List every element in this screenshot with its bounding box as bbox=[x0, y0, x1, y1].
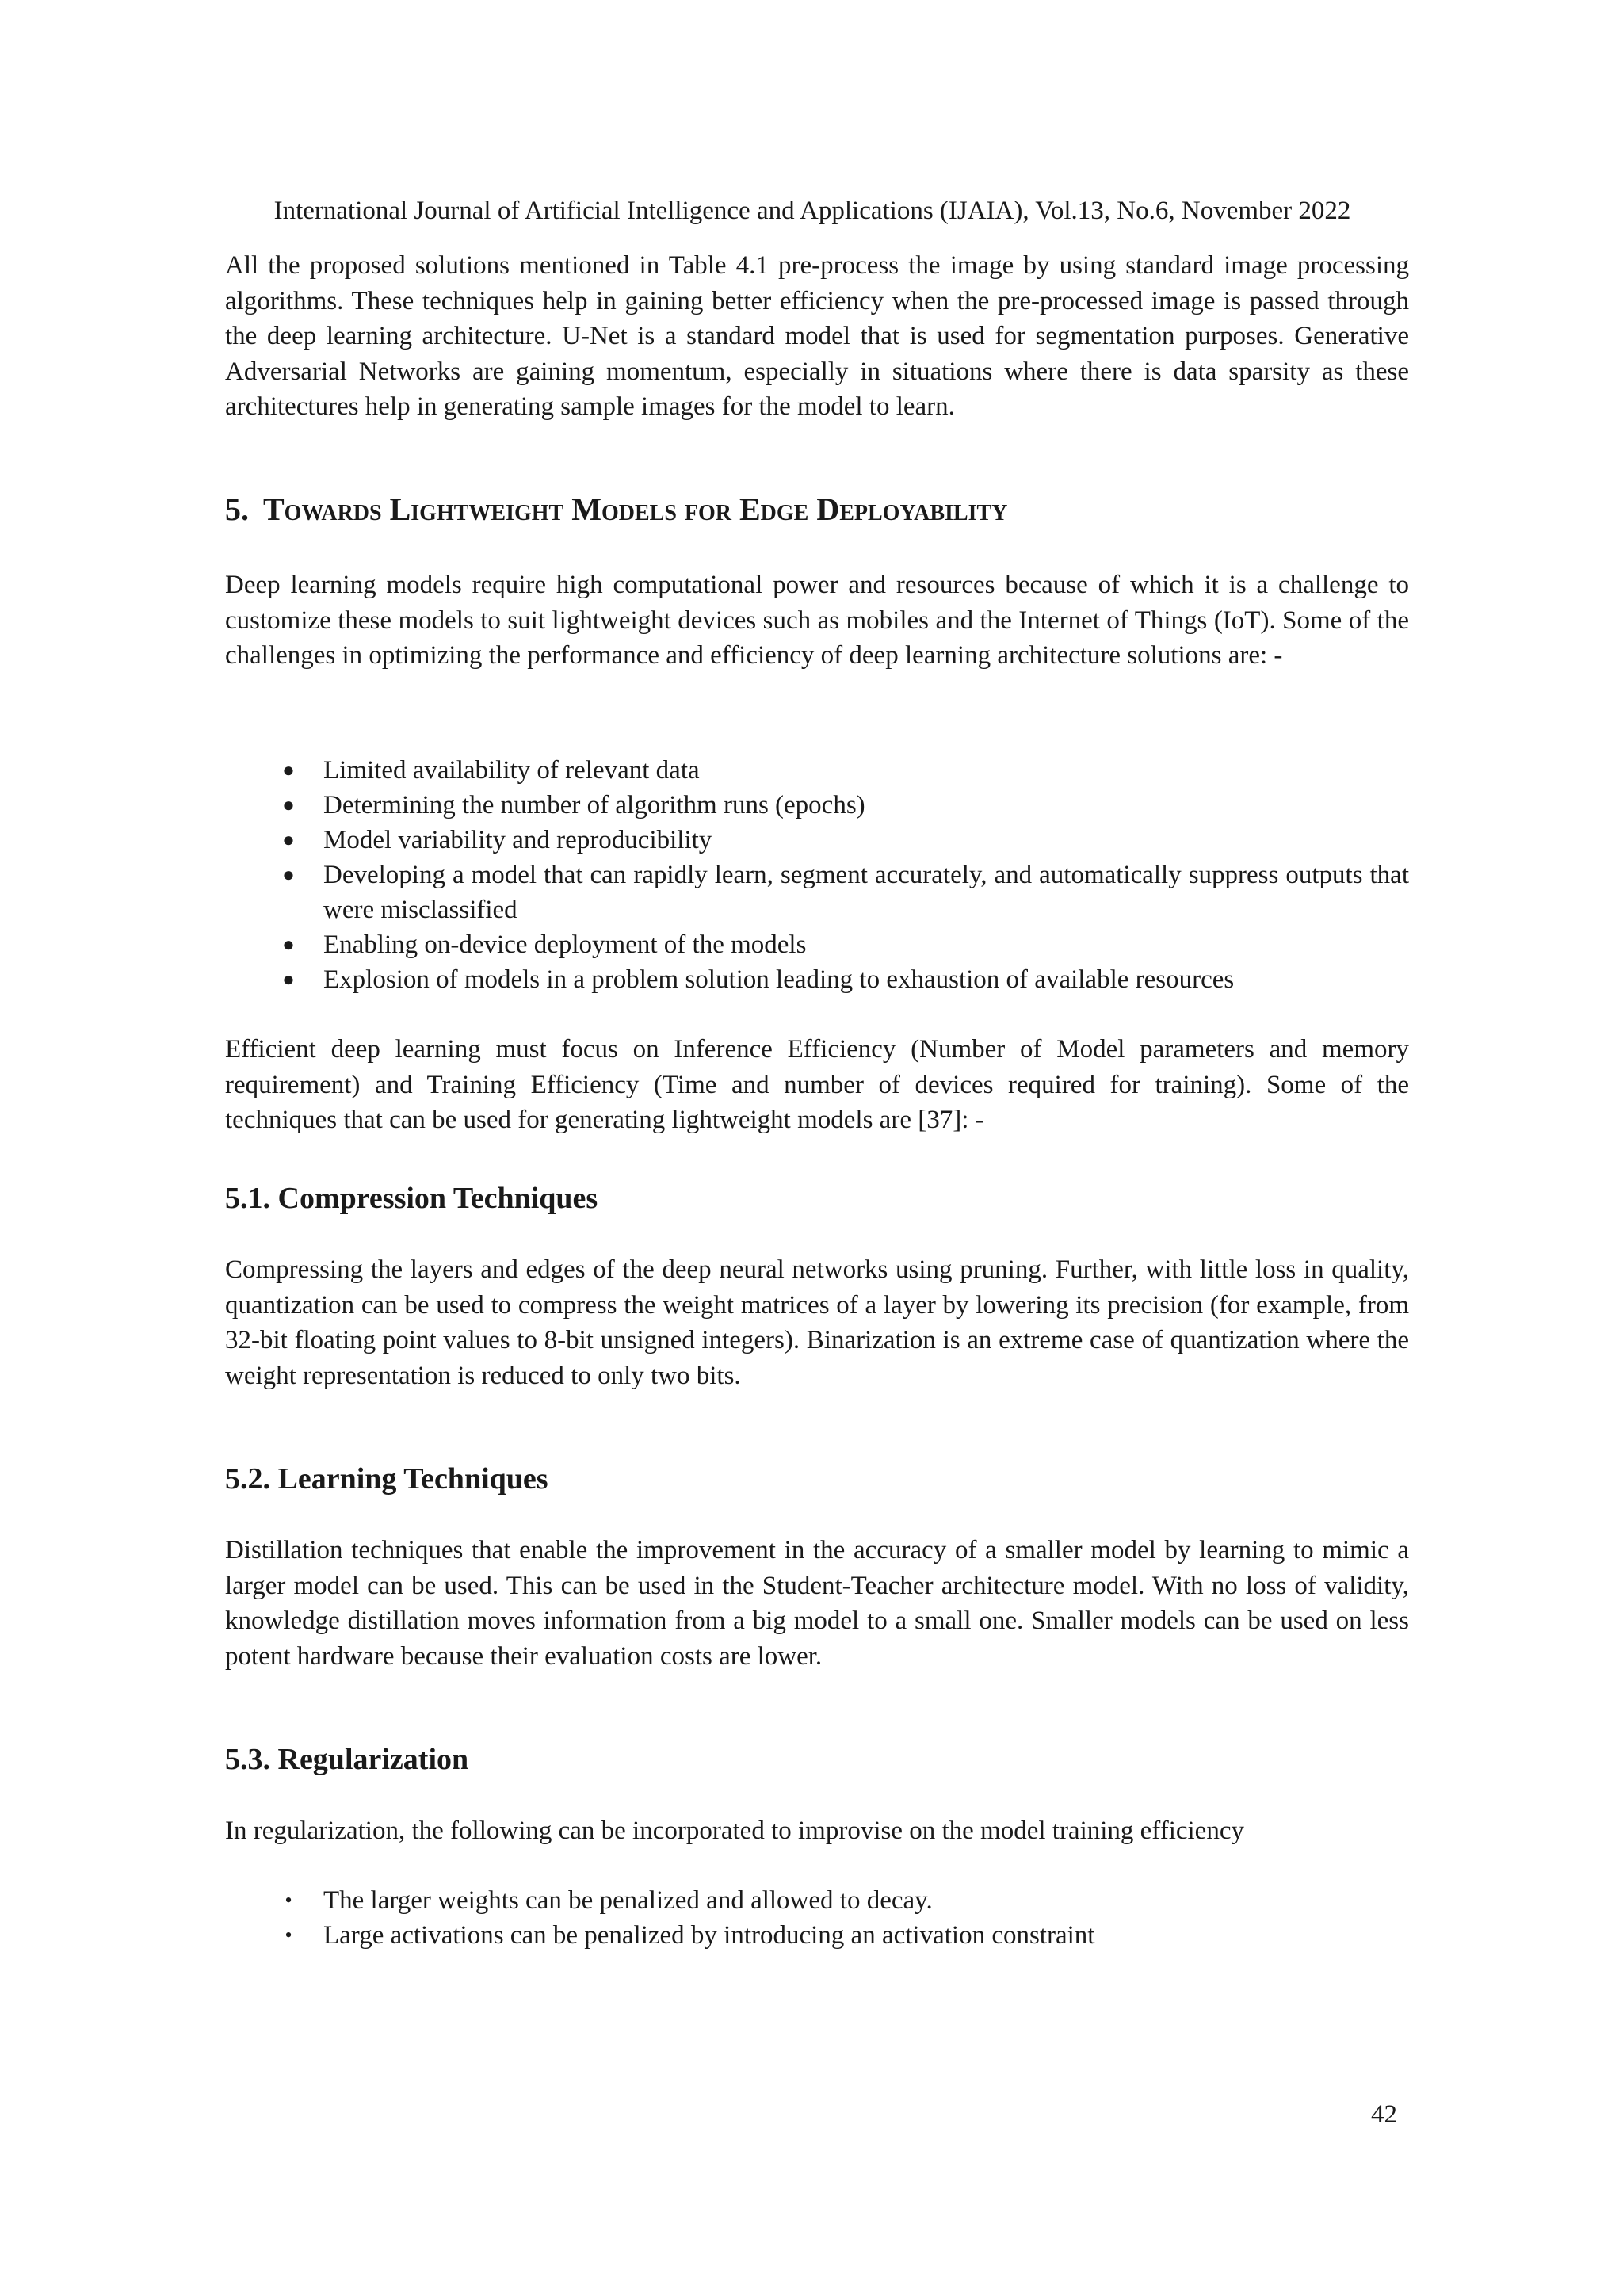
section-5-1-body: Compressing the layers and edges of the deep neural networks using pruning. Further, with little loss in quality, quantization can be used to compress the weight matrices of a layer by lowering its precision (for example, from 32-bit floating point values to 8-bit unsigned integers). Binarization is an extreme case of quantization where the weight representation is reduced to only two bits. bbox=[225, 1255, 1409, 1390]
list-item bbox=[225, 962, 1409, 997]
page-number: 42 bbox=[1371, 2100, 1397, 2129]
list-item-text: The larger weights can be penalized and allowed to decay. bbox=[323, 1886, 933, 1915]
section-5-1-heading: 5.1. Compression Techniques bbox=[225, 1182, 598, 1215]
bullet-icon: • bbox=[285, 1924, 292, 1946]
list-item bbox=[225, 1883, 1409, 1918]
section-5-heading bbox=[225, 490, 1007, 529]
regularization-list bbox=[225, 1883, 1409, 1953]
list-item-text: Enabling on-device deployment of the models bbox=[323, 930, 807, 959]
section-5-3-heading: 5.3. Regularization bbox=[225, 1743, 469, 1776]
section-5-1-block bbox=[225, 1252, 1409, 1393]
list-item bbox=[225, 823, 1409, 858]
efficiency-paragraph: Efficient deep learning must focus on Inference Efficiency (Number of Model parameters and memory requirement) and Training Efficiency (Time and number of devices required for training). Some of the techniques that can be used for generating lightweight models are [37]: - bbox=[225, 1035, 1409, 1134]
section-5-3-block bbox=[225, 1813, 1409, 1849]
list-item-text: Determining the number of algorithm runs (epochs) bbox=[323, 791, 865, 819]
section-5-2-body: Distillation techniques that enable the improvement in the accuracy of a smaller model by learning to mimic a larger model can be used. This can be used in the Student-Teacher architecture model. With no loss of validity, knowledge distillation moves information from a big model to a small one. Smaller models can be used on less potent hardware because their evaluation costs are lower. bbox=[225, 1536, 1409, 1671]
list-item bbox=[225, 788, 1409, 823]
bullet-icon: • bbox=[285, 1889, 292, 1912]
bullet-icon: ● bbox=[282, 933, 295, 956]
section-5-2-heading: 5.2. Learning Techniques bbox=[225, 1462, 548, 1496]
bullet-icon: ● bbox=[282, 793, 295, 816]
section-5-2-block bbox=[225, 1533, 1409, 1674]
list-item-text: Developing a model that can rapidly learn, segment accurately, and automatically suppress outputs that were misclassified bbox=[323, 861, 1409, 924]
section-5-intro: Deep learning models require high computational power and resources because of which it is a challenge to customize these models to suit lightweight devices such as mobiles and the Internet of Things (IoT). Some of the challenges in optimizing the performance and efficiency of deep learning architecture solutions are: - bbox=[225, 571, 1409, 670]
list-item-text: Explosion of models in a problem solution leading to exhaustion of available resources bbox=[323, 965, 1235, 994]
list-item-text: Limited availability of relevant data bbox=[323, 756, 700, 785]
section-5-3-body: In regularization, the following can be incorporated to improvise on the model training efficiency bbox=[225, 1817, 1244, 1845]
intro-paragraph: All the proposed solutions mentioned in Table 4.1 pre-process the image by using standard image processing algorithms. These techniques help in gaining better efficiency when the pre-processed image is passed through the deep learning architecture. U-Net is a standard model that is used for segmentation purposes. Generative Adversarial Networks are gaining momentum, especially in situations where there is data sparsity as these architectures help in generating sample images for the model to learn. bbox=[225, 251, 1409, 421]
bullet-icon: ● bbox=[282, 828, 295, 851]
list-item bbox=[225, 858, 1409, 927]
efficiency-block bbox=[225, 1032, 1409, 1138]
list-item bbox=[225, 927, 1409, 962]
bullet-icon: ● bbox=[282, 968, 295, 991]
bullet-icon: ● bbox=[282, 863, 295, 886]
list-item-text: Large activations can be penalized by introducing an activation constraint bbox=[323, 1921, 1095, 1950]
challenges-list bbox=[225, 753, 1409, 997]
running-header: International Journal of Artificial Intelligence and Applications (IJAIA), Vol.13, No.6, November 2022 bbox=[273, 197, 1351, 225]
list-item bbox=[225, 1918, 1409, 1953]
bullet-icon: ● bbox=[282, 758, 295, 781]
section-5-number: 5. bbox=[225, 491, 249, 527]
section-5-title: Towards Lightweight Models for Edge Deployability bbox=[263, 491, 1008, 527]
intro-section bbox=[225, 248, 1409, 425]
list-item bbox=[225, 753, 1409, 788]
section-5-intro-block bbox=[225, 567, 1409, 674]
list-item-text: Model variability and reproducibility bbox=[323, 826, 712, 854]
